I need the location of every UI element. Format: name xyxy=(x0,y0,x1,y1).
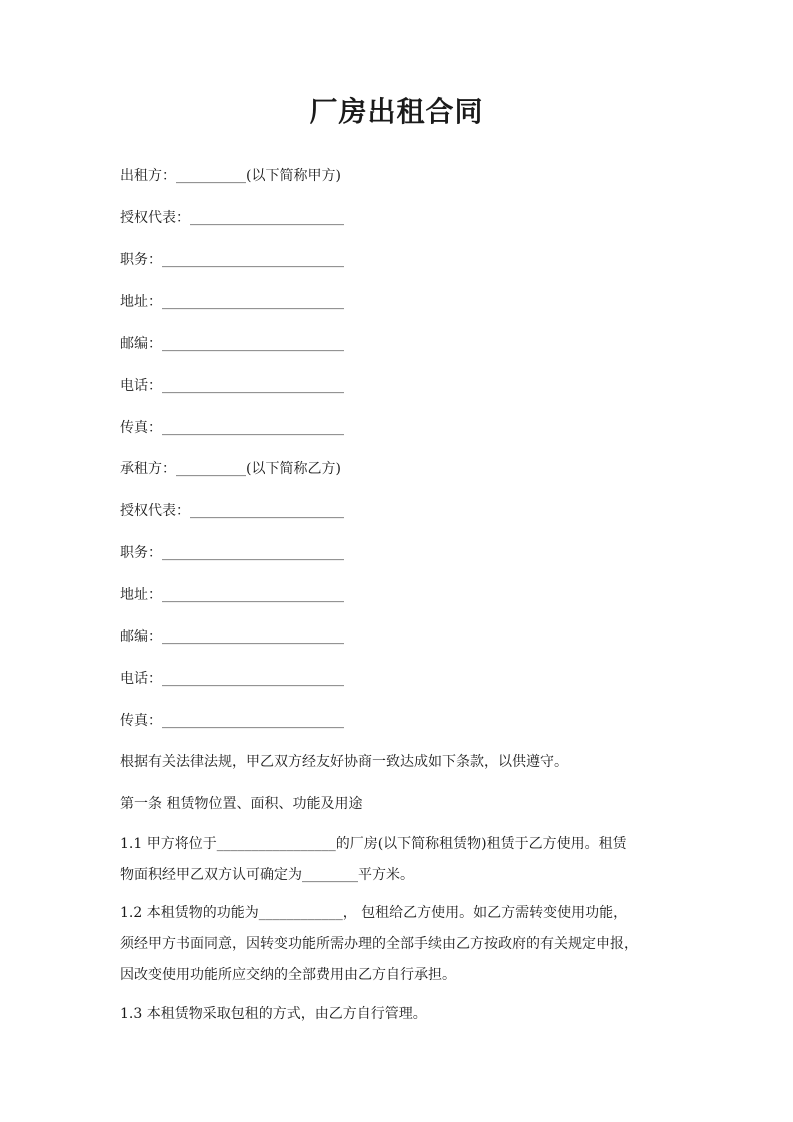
clause-1-1-line: 1.1 甲方将位于_________________的厂房(以下简称租赁物)租赁于乙方使用。租赁 xyxy=(120,836,627,852)
clause-1-3: 1.3 本租赁物采取包租的方式，由乙方自行管理。 xyxy=(120,1006,427,1022)
lessee-position-line: 职务：__________________________ xyxy=(120,545,344,561)
lessor-position-line: 职务：__________________________ xyxy=(120,252,344,268)
lessor-phone-line: 电话：__________________________ xyxy=(120,378,344,394)
clause-1-1 xyxy=(120,829,676,891)
lessor-representative-line: 授权代表：______________________ xyxy=(120,210,344,226)
lessee-representative-line: 授权代表：______________________ xyxy=(120,503,344,519)
clause-1-2 xyxy=(120,898,676,991)
article-1-heading: 第一条 租赁物位置、面积、功能及用途 xyxy=(120,796,363,812)
clause-1-2-line: 须经甲方书面同意，因转变功能所需办理的全部手续由乙方按政府的有关规定申报， xyxy=(120,936,638,952)
preamble-text: 根据有关法律法规，甲乙双方经友好协商一致达成如下条款，以供遵守。 xyxy=(120,754,568,770)
lessee-fax-line: 传真：__________________________ xyxy=(120,713,344,729)
lessee-phone-line: 电话：__________________________ xyxy=(120,671,344,687)
lessor-fax-line: 传真：__________________________ xyxy=(120,420,344,436)
document-title: 厂房出租合同 xyxy=(309,95,484,128)
lessee-party-line: 承租方：__________(以下简称乙方) xyxy=(120,461,341,477)
lessee-postcode-line: 邮编：__________________________ xyxy=(120,629,344,645)
lessee-address-line: 地址：__________________________ xyxy=(120,587,344,603)
lessor-party-line: 出租方：__________(以下简称甲方) xyxy=(120,168,341,184)
clause-1-2-line: 因改变使用功能所应交纳的全部费用由乙方自行承担。 xyxy=(120,967,456,983)
clause-1-1-line: 物面积经甲乙双方认可确定为________平方米。 xyxy=(120,867,414,883)
lessor-postcode-line: 邮编：__________________________ xyxy=(120,336,344,352)
clause-1-2-line: 1.2 本租赁物的功能为____________， 包租给乙方使用。如乙方需转变使用功能， xyxy=(120,905,628,921)
lessor-address-line: 地址：__________________________ xyxy=(120,294,344,310)
